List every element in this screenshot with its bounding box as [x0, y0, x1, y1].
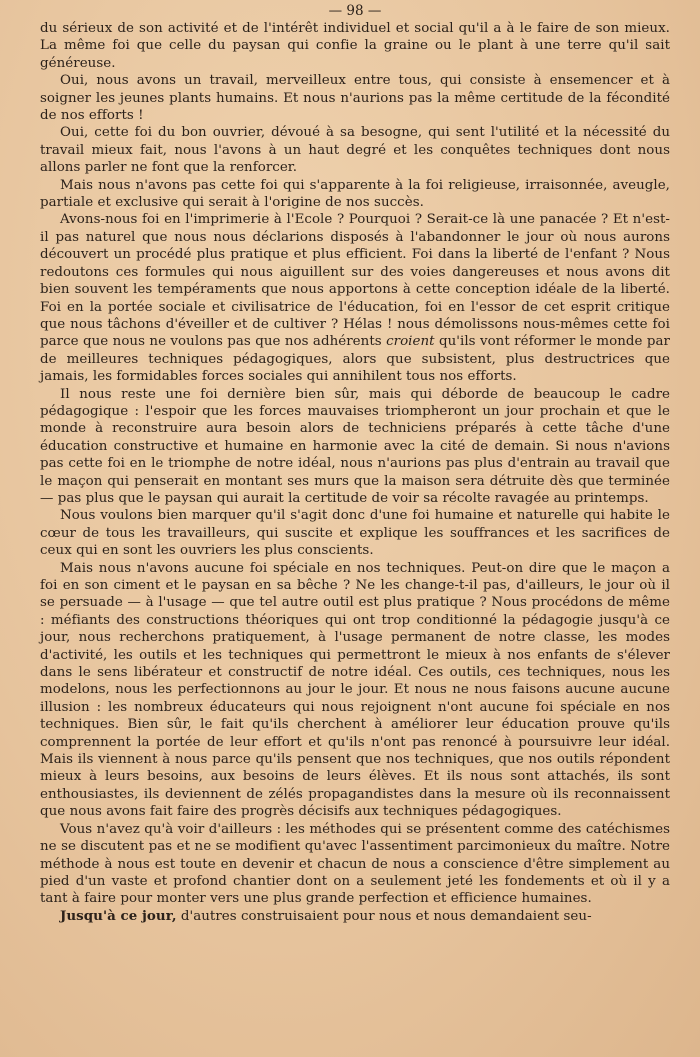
paragraph-3: Oui, cette foi du bon ouvrier, dévoué à sa besogne, qui sent l'utilité et la nécessité du travail mieux fait, nous l'avons à un haut degré et les conquêtes techniques dont nous allons parler ne font que la renforcer. [40, 125, 670, 176]
paragraph-2: Oui, nous avons un travail, merveilleux entre tous, qui consiste à ensemencer et à soigner les jeunes plants humains. Et nous n'aurions pas la même certitude de la fécondité de nos efforts ! [40, 73, 670, 124]
paragraph-10: Jusqu'à ce jour, d'autres construisaient pour nous et nous demandaient seu- [60, 907, 592, 924]
bold-lead: Jusqu'à ce jour, [60, 907, 177, 924]
paragraph-5: Avons-nous foi en l'imprimerie à l'Ecole ? Pourquoi ? Serait-ce là une panacée ? Et n'est-il pas naturel que nous nous déclarions disposés à l'abandonner le jour où nous aurons découvert un procédé plus pratique et plus efficient. Foi dans la liberté de l'enfant ? Nous redoutons ces formules qui nous aiguillent sur des voies dangereuses et nous avons dit bien souvent les tempéraments que nous apportons à cette conception idéale de la liberté. Foi en la portée sociale et civilisatrice de l'éducation, foi en l'essor de cet esprit critique que nous tâchons d'éveiller et de cultiver ? Hélas ! nous démolissons nous-mêmes cette foi parce que nous ne voulons pas que nos adhérents croient qu'ils vont réformer le monde par de meilleures techniques pédagogiques, alors que subsistent, plus destructrices que jamais, les formidables forces sociales qui annihilent tous nos efforts. [40, 212, 670, 385]
paragraph-8: Mais nous n'avons aucune foi spéciale en nos techniques. Peut-on dire que le maçon a foi en son ciment et le paysan en sa bêche ? Ne les change-t-il pas, d'ailleurs, le jour où il se persuade — à l'usage — que tel autre outil est plus pratique ? Nous procédons de même : méfiants des constructions théoriques qui ont trop conditionné la pédagogie jusqu'à ce jour, nous recherchons pratiquement, à l'usage permanent de notre classe, les modes d'activité, les outils et les techniques qui permettront le mieux à nos enfants de s'élever dans le sens libérateur et constructif de notre idéal. Ces outils, ces techniques, nous les modelons, nous les perfectionnons au jour le jour. Et nous ne nous faisons aucune aucune illusion : les nombreux éducateurs qui nous rejoignent n'ont aucune foi spéciale en nos techniques. Bien sûr, le fait qu'ils cherchent à améliorer leur éducation prouve qu'ils comprennent la portée de leur effort et qu'ils n'ont pas renoncé à poursuivre leur idéal. Mais ils viennent à nous parce qu'ils pensent que nos techniques, que nos outils répondent mieux à leurs besoins, aux besoins de leurs élèves. Et ils nous sont attachés, ils sont enthousiastes, ils deviennent de zélés propagandistes dans la mesure où ils reconnaissent que nous avons fait faire des progrès décisifs aux techniques pédagogiques. [40, 560, 670, 820]
paragraph-6: Il nous reste une foi dernière bien sûr, mais qui déborde de beaucoup le cadre pédagogique : l'espoir que les forces mauvaises triompheront un jour prochain et que le monde à reconstruire aura besoin alors de techniciens préparés à cette tâche d'une éducation constructive et humaine en harmonie avec la cité de demain. Si nous n'avions pas cette foi en le triomphe de notre idéal, nous n'aurions pas plus d'entrain au travail que le maçon qui penserait en montant ses murs que la maison sera détruite dès que terminée — pas plus que le paysan qui aurait la certitude de voir sa récolte ravagée au printemps. [40, 386, 670, 506]
emphasis-word: croient [386, 334, 435, 350]
page-number: — 98 — [328, 3, 382, 19]
paragraph-1: du sérieux de son activité et de l'intérêt individuel et social qu'il a à le faire de son mieux. La même foi que celle du paysan qui confie la graine ou le plant à une terre qu'il sait généreuse. [40, 21, 670, 71]
paragraph-7: Nous voulons bien marquer qu'il s'agit donc d'une foi humaine et naturelle qui habite le cœur de tous les travailleurs, qui suscite et explique les souffrances et les sacrifices de ceux qui en sont les ouvriers les plus conscients. [40, 508, 670, 559]
paragraph-4: Mais nous n'avons pas cette foi qui s'apparente à la foi religieuse, irraisonnée, aveugle, partiale et exclusive qui serait à l'origine de nos succès. [40, 177, 670, 211]
paragraph-9: Vous n'avez qu'à voir d'ailleurs : les méthodes qui se présentent comme des catéchismes ne se discutent pas et ne se modifient qu'avec l'assentiment parcimonieux du maître. Notre méthode à nous est toute en devenir et chacun de nous a conscience d'être simplement au pied d'un vaste et profond chantier dont on a seulement jeté les fondements et où il y a tant à faire pour monter vers une plus grande perfection et efficience humaines. [40, 821, 670, 907]
